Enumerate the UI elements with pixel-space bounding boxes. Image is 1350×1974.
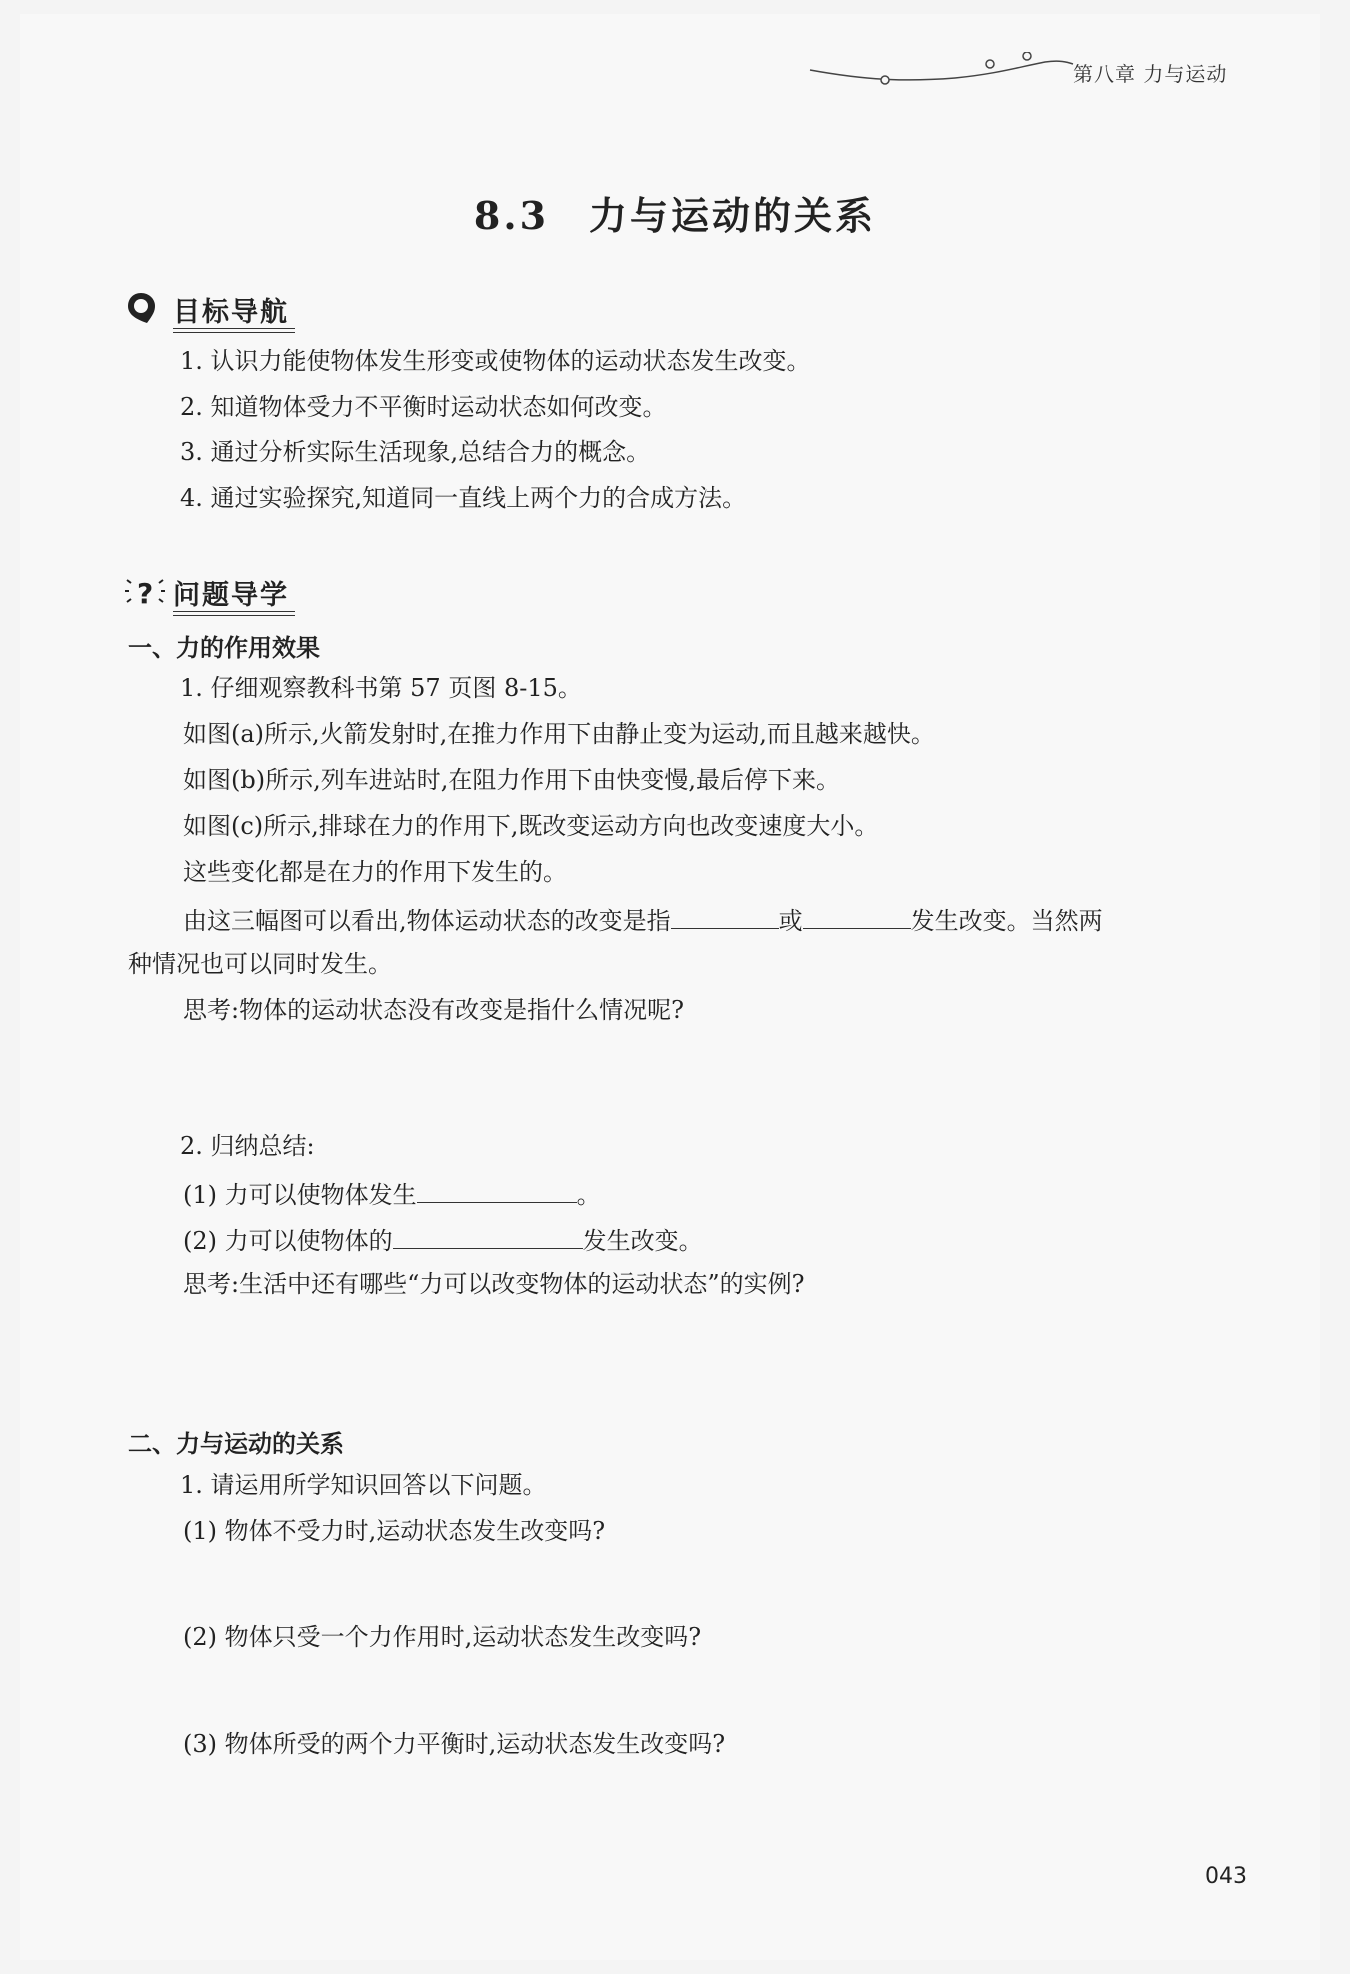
question-text: 1. 仔细观察教科书第 57 页图 8-15。 xyxy=(180,674,582,702)
location-pin-icon xyxy=(125,290,161,326)
heading-underline xyxy=(173,615,295,616)
summary-item xyxy=(183,1176,601,1211)
fill-text: (2) 力可以使物体的 xyxy=(183,1227,393,1255)
subsection-title: 二、力与运动的关系 xyxy=(128,1430,344,1458)
study-heading-label: 问题导学 xyxy=(173,580,289,611)
question-text: 1. 请运用所学知识回答以下问题。 xyxy=(180,1471,547,1499)
think-question: 思考:物体的运动状态没有改变是指什么情况呢? xyxy=(183,996,684,1024)
question-bulb-icon xyxy=(125,573,165,613)
goal-item: 4. 通过实验探究,知道同一直线上两个力的合成方法。 xyxy=(180,484,747,512)
question-item: (1) 物体不受力时,运动状态发生改变吗? xyxy=(183,1517,606,1545)
think-question: 思考:生活中还有哪些“力可以改变物体的运动状态”的实例? xyxy=(183,1270,805,1298)
fill-text: (1) 力可以使物体发生 xyxy=(183,1181,417,1209)
heading-underline xyxy=(173,332,295,333)
answer-blank[interactable] xyxy=(393,1222,583,1249)
section-title xyxy=(0,185,1350,240)
fill-text: 或 xyxy=(778,907,803,935)
section-number: 8.3 xyxy=(473,193,550,238)
paragraph: 种情况也可以同时发生。 xyxy=(128,950,392,978)
answer-blank[interactable] xyxy=(417,1176,577,1203)
fill-in-sentence xyxy=(183,902,1103,937)
goal-item: 1. 认识力能使物体发生形变或使物体的运动状态发生改变。 xyxy=(180,347,811,375)
question-text: 2. 归纳总结: xyxy=(180,1132,315,1160)
fill-text: 发生改变。 xyxy=(582,1227,703,1255)
fill-text: 。 xyxy=(576,1181,601,1209)
paragraph: 这些变化都是在力的作用下发生的。 xyxy=(183,858,567,886)
summary-item xyxy=(183,1222,703,1257)
fill-text: 发生改变。当然两 xyxy=(910,907,1103,935)
chapter-label: 第八章 力与运动 xyxy=(1073,62,1228,86)
paragraph: 如图(c)所示,排球在力的作用下,既改变运动方向也改变速度大小。 xyxy=(183,812,879,840)
answer-blank[interactable] xyxy=(803,902,911,929)
question-item: (2) 物体只受一个力作用时,运动状态发生改变吗? xyxy=(183,1623,702,1651)
subsection-title: 一、力的作用效果 xyxy=(128,634,320,662)
decorative-vine-icon xyxy=(805,52,1075,92)
paragraph: 如图(b)所示,列车进站时,在阻力作用下由快变慢,最后停下来。 xyxy=(183,766,840,794)
goals-heading-label: 目标导航 xyxy=(173,297,289,328)
fill-text: 由这三幅图可以看出,物体运动状态的改变是指 xyxy=(183,907,671,935)
goal-item: 2. 知道物体受力不平衡时运动状态如何改变。 xyxy=(180,393,667,421)
section-title-text: 力与运动的关系 xyxy=(589,193,877,238)
heading-underline xyxy=(173,328,295,329)
paragraph: 如图(a)所示,火箭发射时,在推力作用下由静止变为运动,而且越来越快。 xyxy=(183,720,935,748)
page-number: 043 xyxy=(1205,1864,1247,1889)
answer-blank[interactable] xyxy=(671,902,779,929)
question-item: (3) 物体所受的两个力平衡时,运动状态发生改变吗? xyxy=(183,1730,726,1758)
svg-text:?: ? xyxy=(137,577,154,610)
goal-item: 3. 通过分析实际生活现象,总结合力的概念。 xyxy=(180,438,651,466)
page-header xyxy=(805,52,1265,92)
heading-underline xyxy=(173,611,295,612)
